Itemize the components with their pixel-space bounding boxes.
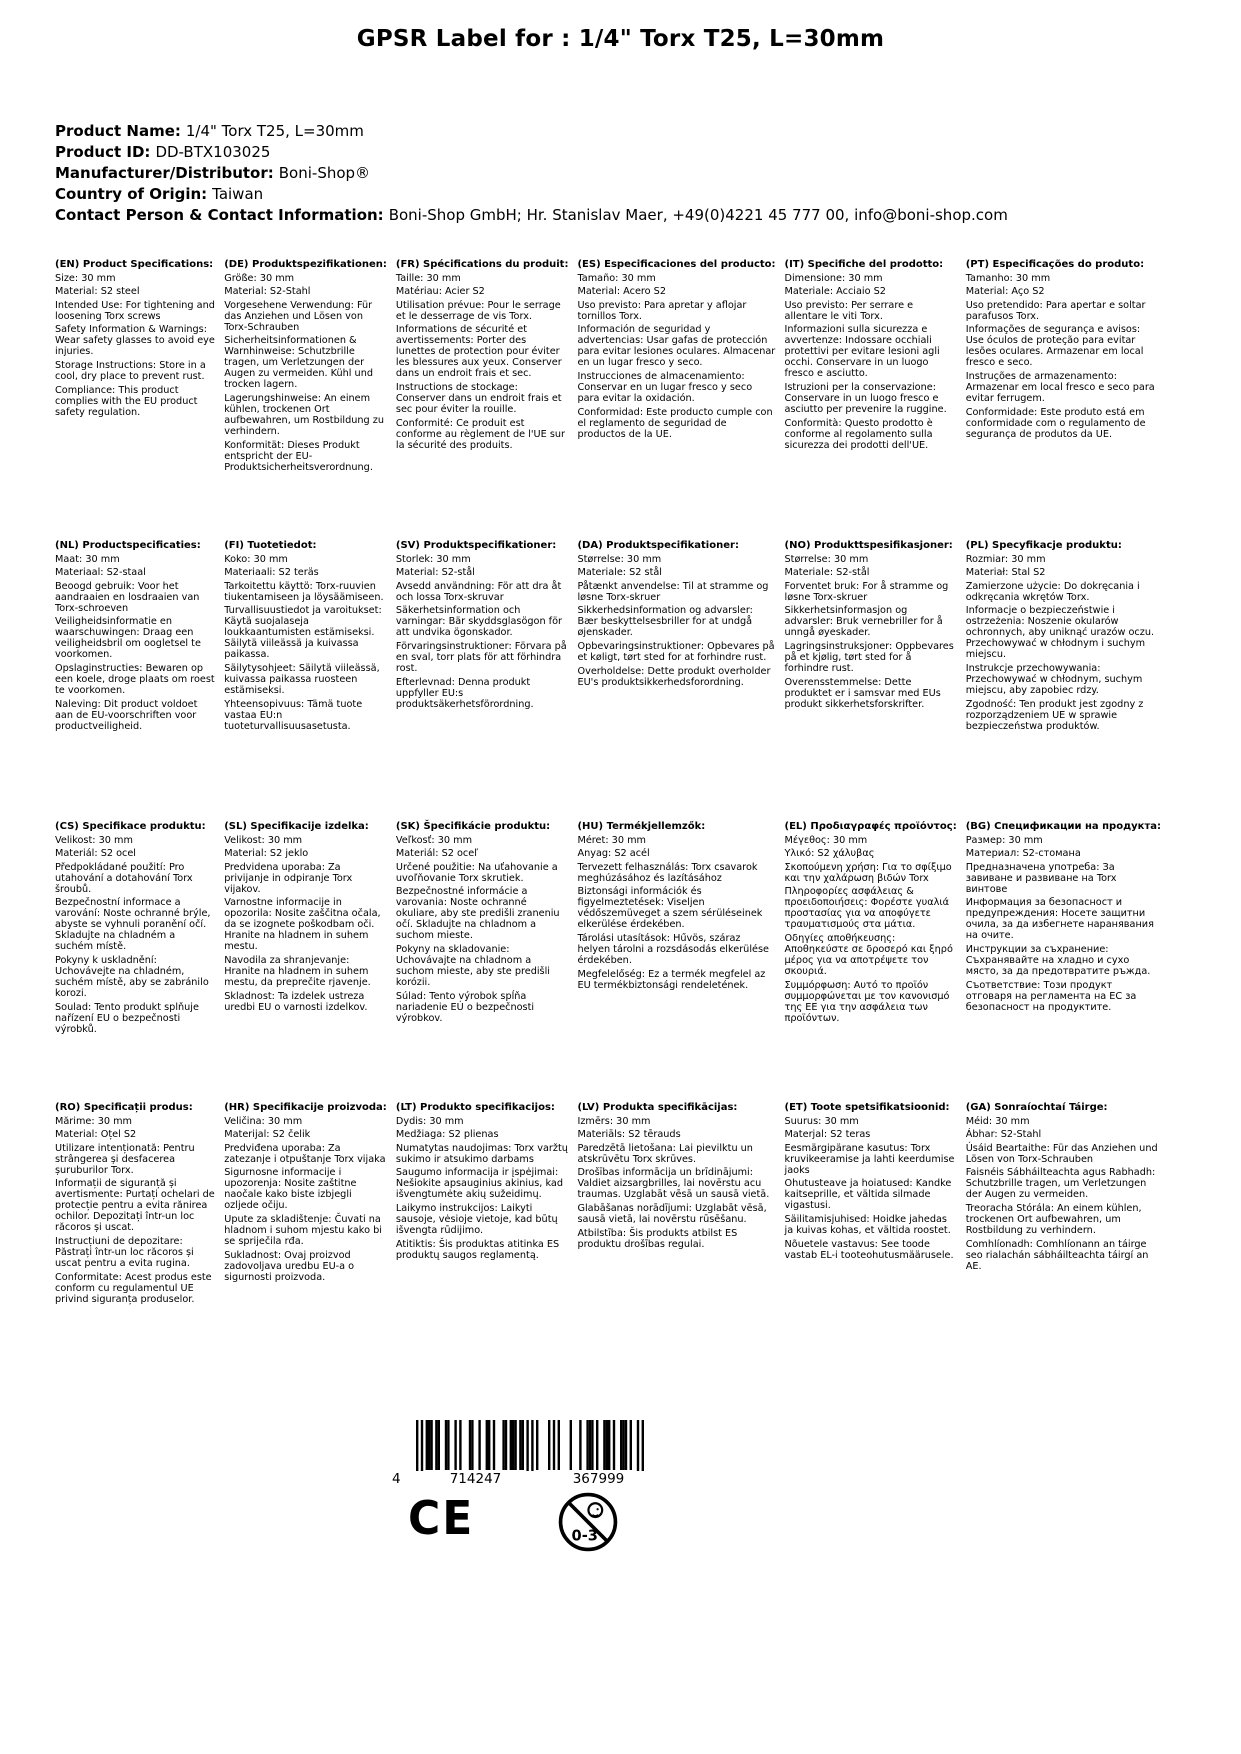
spec-block-heading: (DA) Produktspecifikationer:	[577, 540, 739, 551]
spec-paragraph: Uso pretendido: Para apertar e soltar parafusos Torx.	[965, 299, 1146, 322]
product-info-label: Manufacturer/Distributor:	[55, 164, 274, 182]
product-info-value: DD-BTX103025	[155, 143, 271, 161]
spec-block	[55, 540, 215, 821]
spec-block-heading: (PT) Especificações do produto:	[965, 259, 1145, 270]
spec-paragraph: Anyag: S2 acél	[577, 848, 650, 860]
spec-paragraph: Conformità: Questo prodotto è conforme al regolamento sulla sicurezza dei prodotti dell'UE.	[784, 417, 933, 451]
spec-paragraph: Material: Acero S2	[577, 286, 666, 298]
spec-grid	[55, 259, 1161, 1383]
spec-block	[785, 1102, 957, 1383]
spec-paragraph: Megfelelőség: Ez a termék megfelel az EU termékbiztonsági rendeletének.	[577, 968, 766, 991]
spec-paragraph: Tervezett felhasználás: Torx csavarok meghúzásához és lazításához	[577, 861, 758, 884]
spec-paragraph: Taille: 30 mm	[395, 272, 461, 284]
spec-paragraph: Opslaginstructies: Bewaren op een koele, droge plaats om roest te voorkomen.	[55, 662, 215, 696]
spec-paragraph: Bezpečnostné informácie a varovania: Noste ochranné okuliare, aby ste predišli zraneniu očí. Skladujte na chladnom a suchom mieste.	[395, 886, 560, 942]
barcode-digit-group2: 367999	[537, 1471, 660, 1487]
age-warning-label: 0-3	[571, 1527, 598, 1545]
spec-paragraph: Suurus: 30 mm	[784, 1115, 859, 1127]
product-info-value: Boni-Shop GmbH; Hr. Stanislav Maer, +49(0)4221 45 777 00, info@boni-shop.com	[388, 206, 1008, 224]
spec-block	[224, 1102, 387, 1383]
spec-paragraph: Instrucciones de almacenamiento: Conservar en un lugar fresco y seco para evitar la oxidación.	[577, 370, 753, 404]
spec-paragraph: Dimensione: 30 mm	[784, 272, 883, 284]
spec-paragraph: Avsedd användning: För att dra åt och lossa Torx-skruvar	[395, 580, 562, 603]
spec-paragraph: Säkerhetsinformation och varningar: Bär skyddsglasögon för att undvika ögonskador.	[395, 605, 562, 639]
spec-paragraph: Sikkerhedsinformation og advarsler: Bær beskyttelsesbriller for at undgå øjenskader.	[577, 605, 753, 639]
spec-paragraph: Tamanho: 30 mm	[965, 272, 1051, 284]
spec-paragraph: Material: Oțel S2	[55, 1129, 137, 1141]
spec-block-heading: (RO) Specificații produs:	[55, 1102, 193, 1113]
spec-paragraph: Utilisation prévue: Pour le serrage et le desserrage de vis Torx.	[395, 299, 561, 322]
spec-paragraph: Storage Instructions: Store in a cool, dry place to prevent rust.	[55, 359, 206, 382]
spec-paragraph: Opbevaringsinstruktioner: Opbevares på et køligt, tørt sted for at forhindre rust.	[577, 640, 775, 663]
spec-paragraph: Υλικό: S2 χάλυβας	[784, 848, 875, 860]
spec-block	[966, 821, 1161, 1102]
spec-paragraph: Instrukcje przechowywania: Przechowywać w chłodnym, suchym miejscu, aby zapobiec rdzy.	[965, 662, 1143, 696]
ce-mark-icon: CE	[408, 1492, 475, 1546]
spec-block-heading: (CS) Specifikace produktu:	[55, 821, 206, 832]
spec-block	[224, 259, 387, 540]
spec-paragraph: Størrelse: 30 mm	[577, 553, 662, 565]
spec-paragraph: Tamaño: 30 mm	[577, 272, 656, 284]
age-warning-icon	[556, 1487, 620, 1557]
spec-paragraph: Tárolási utasítások: Hűvös, száraz helyen tárolni a rozsdásodás elkerülése érdekében.	[577, 932, 769, 966]
spec-paragraph: Úsáid Beartaithe: Für das Anziehen und Lösen von Torx-Schrauben	[965, 1142, 1158, 1165]
spec-paragraph: Size: 30 mm	[55, 272, 116, 284]
spec-block-heading: (HU) Termékjellemzők:	[577, 821, 706, 832]
spec-block-heading: (SL) Specifikacije izdelka:	[224, 821, 369, 832]
spec-block-heading: (SV) Produktspecifikationer:	[395, 540, 557, 551]
spec-paragraph: Materjal: S2 teras	[784, 1129, 871, 1141]
spec-paragraph: Glabāšanas norādījumi: Uzglabāt vēsā, sausā vietā, lai novērstu rūsēšanu.	[577, 1202, 767, 1225]
spec-paragraph: Informations de sécurité et avertissements: Porter des lunettes de protection pour éviter les blessures aux yeux. Conserver dans un endroit frais et sec.	[395, 324, 562, 380]
spec-paragraph: Sicherheitsinformationen & Warnhinweise: Schutzbrille tragen, um Verletzungen der Augen zu vermeiden. Kühl und trocken lagern.	[224, 335, 373, 391]
spec-paragraph: Størrelse: 30 mm	[784, 553, 869, 565]
spec-paragraph: Informações de segurança e avisos: Use óculos de proteção para evitar lesões oculares. Armazenar em local fresco e seco.	[965, 324, 1144, 369]
spec-paragraph: Conformitate: Acest produs este conform cu regulamentul UE privind siguranța produselor.	[55, 1271, 212, 1305]
spec-paragraph: Säilitamisjuhised: Hoidke jahedas ja kuivas kohas, et vältida roostet.	[784, 1213, 951, 1236]
spec-paragraph: Istruzioni per la conservazione: Conservare in un luogo fresco e asciutto per prevenire la ruggine.	[784, 381, 947, 415]
spec-block-heading: (LT) Produkto specifikacijos:	[395, 1102, 555, 1113]
spec-paragraph: Předpokládané použití: Pro utahování a dotahování Torx šroubů.	[55, 861, 193, 895]
spec-block-heading: (IT) Specifiche del prodotto:	[784, 259, 944, 270]
spec-paragraph: Lagerungshinweise: An einem kühlen, trockenen Ort aufbewahren, um Rostbildung zu verhindern.	[224, 392, 384, 437]
spec-paragraph: Informacje o bezpieczeństwie i ostrzeżenia: Noszenie okularów ochronnych, aby uniknąć urazów oczu. Przechowywać w chłodnym i suchym miejscu.	[965, 605, 1155, 661]
spec-paragraph: Predvidena uporaba: Za privijanje in odpiranje Torx vijakov.	[224, 861, 353, 895]
spec-paragraph: Konformität: Dieses Produkt entspricht der EU-Produktsicherheitsverordnung.	[224, 439, 373, 473]
product-info-label: Product ID:	[55, 143, 151, 161]
spec-block-heading: (PL) Specyfikacje produktu:	[965, 540, 1122, 551]
spec-paragraph: Méid: 30 mm	[965, 1115, 1030, 1127]
spec-paragraph: Rozmiar: 30 mm	[965, 553, 1046, 565]
spec-paragraph: Sikkerhetsinformasjon og advarsler: Bruk vernebriller for å unngå øyeskader.	[784, 605, 943, 639]
spec-paragraph: Informații de siguranță și avertismente: Purtați ochelari de protecție pentru a evita rănirea ochilor. Depozitați într-un loc răcoros și uscat.	[55, 1178, 215, 1234]
product-info-row	[55, 163, 1008, 184]
spec-paragraph: Πληροφορίες ασφάλειας & προειδοποιήσεις: Φορέστε γυαλιά προστασίας για να αποφύγετε τραυματισμούς στα μάτια.	[784, 886, 949, 931]
spec-paragraph: Sigurnosne informacije i upozorenja: Nosite zaštitne naočale kako biste izbjegli ozljede očiju.	[224, 1167, 357, 1212]
spec-paragraph: Efterlevnad: Denna produkt uppfyller EU:s produktsäkerhetsförordning.	[395, 676, 534, 710]
spec-block-heading: (EL) Προδιαγραφές προϊόντος:	[784, 821, 957, 832]
spec-paragraph: Treoracha Stórála: An einem kühlen, trockenen Ort aufbewahren, um Rostbildung zu verhindern.	[965, 1202, 1142, 1236]
spec-paragraph: Veličina: 30 mm	[224, 1115, 303, 1127]
spec-paragraph: Instruções de armazenamento: Armazenar em local fresco e seco para evitar ferrugem.	[965, 370, 1155, 404]
spec-paragraph: Ohutusteave ja hoiatused: Kandke kaitseprille, et vältida silmade vigastusi.	[784, 1178, 952, 1212]
product-info-row	[55, 184, 1008, 205]
spec-paragraph: Biztonsági információk és figyelmeztetések: Viseljen védőszemüveget a szem sérüléseinek elkerülése érdekében.	[577, 886, 763, 931]
spec-block-heading: (ES) Especificaciones del producto:	[577, 259, 776, 270]
spec-block	[577, 1102, 775, 1383]
spec-paragraph: Méret: 30 mm	[577, 834, 646, 846]
spec-paragraph: Maat: 30 mm	[55, 553, 120, 565]
spec-block-heading: (LV) Produkta specifikācijas:	[577, 1102, 738, 1113]
spec-paragraph: Materiale: S2 stål	[577, 567, 662, 579]
spec-paragraph: Súlad: Tento výrobok spĺňa nariadenie EÚ o bezpečnosti výrobkov.	[395, 990, 535, 1024]
product-info	[55, 121, 1008, 226]
spec-block	[55, 259, 215, 540]
spec-paragraph: Safety Information & Warnings: Wear safety glasses to avoid eye injuries.	[55, 324, 215, 358]
product-info-label: Country of Origin:	[55, 185, 208, 203]
product-info-value: Boni-Shop®	[278, 164, 371, 182]
spec-paragraph: Sukladnost: Ovaj proizvod zadovoljava uredbu EU-a o sigurnosti proizvoda.	[224, 1249, 355, 1283]
spec-block-heading: (FI) Tuotetiedot:	[224, 540, 317, 551]
spec-paragraph: Predviđena uporaba: Za zatezanje i otpuštanje Torx vijaka	[224, 1142, 386, 1165]
spec-block	[785, 259, 957, 540]
spec-block-heading: (HR) Specifikacije proizvoda:	[224, 1102, 387, 1113]
spec-paragraph: Dydis: 30 mm	[395, 1115, 464, 1127]
spec-paragraph: Instrucțiuni de depozitare: Păstrați într-un loc răcoros și uscat pentru a evita rugina.	[55, 1235, 194, 1269]
spec-block	[785, 540, 957, 821]
spec-paragraph: Säilytysohjeet: Säilytä viileässä, kuivassa paikassa ruosteen estämiseksi.	[224, 662, 380, 696]
spec-paragraph: Forventet bruk: For å stramme og løsne Torx-skruer	[784, 580, 949, 603]
spec-paragraph: Pokyny na skladovanie: Uchovávajte na chladnom a suchom mieste, aby ste predišli korózii.	[395, 943, 550, 988]
spec-paragraph: Ábhar: S2-Stahl	[965, 1129, 1042, 1141]
product-info-row	[55, 205, 1008, 226]
spec-paragraph: Zgodność: Ten produkt jest zgodny z rozporządzeniem UE w sprawie bezpieczeństwa produktów.	[965, 698, 1144, 732]
spec-paragraph: Soulad: Tento produkt splňuje nařízení EU o bezpečnosti výrobků.	[55, 1001, 199, 1035]
spec-block	[396, 1102, 569, 1383]
spec-block	[396, 821, 569, 1102]
spec-block-heading: (SK) Špecifikácie produktu:	[395, 821, 551, 832]
spec-paragraph: Materiale: S2-stål	[784, 567, 870, 579]
spec-paragraph: Paredzētā lietošana: Lai pievilktu un atskrūvētu Torx skrūves.	[577, 1142, 753, 1165]
spec-block	[966, 259, 1161, 540]
spec-paragraph: Atitiktis: Šis produktas atitinka ES produktų saugos reglamentą.	[395, 1238, 560, 1261]
barcode-digit-group1: 714247	[414, 1471, 537, 1487]
page-title: GPSR Label for : 1/4" Torx T25, L=30mm	[356, 26, 885, 52]
spec-block-heading: (NL) Productspecificaties:	[55, 540, 201, 551]
spec-paragraph: Materiaal: S2-staal	[55, 567, 146, 579]
spec-paragraph: Yhteensopivuus: Tämä tuote vastaa EU:n tuoteturvallisuusasetusta.	[224, 698, 363, 732]
spec-paragraph: Mărime: 30 mm	[55, 1115, 132, 1127]
spec-paragraph: Lagringsinstruksjoner: Oppbevares på et kjølig, tørt sted for å forhindre rust.	[784, 640, 954, 674]
spec-paragraph: Beoogd gebruik: Voor het aandraaien en losdraaien van Torx-schroeven	[55, 580, 200, 614]
spec-paragraph: Navodila za shranjevanje: Hranite na hladnem in suhem mestu, da preprečite rjavenje.	[224, 954, 371, 988]
spec-paragraph: Größe: 30 mm	[224, 272, 295, 284]
spec-block	[55, 821, 215, 1102]
spec-paragraph: Velikost: 30 mm	[224, 834, 303, 846]
spec-block	[396, 259, 569, 540]
spec-paragraph: Размер: 30 mm	[965, 834, 1043, 846]
spec-paragraph: Οδηγίες αποθήκευσης: Αποθηκεύστε σε δροσερό και ξηρό μέρος για να αποτρέψετε τον σκουριά.	[784, 932, 953, 977]
spec-paragraph: Инструкции за съхранение: Съхранявайте на хладно и сухо място, за да предотвратите ръжда.	[965, 943, 1151, 977]
spec-paragraph: Material: Aço S2	[965, 286, 1045, 298]
spec-paragraph: Laikymo instrukcijos: Laikyti sausoje, vėsioje vietoje, kad būtų išvengta rūdijimo.	[395, 1202, 558, 1236]
spec-paragraph: Utilizare intenționată: Pentru strângerea și desfacerea șuruburilor Torx.	[55, 1142, 195, 1176]
spec-paragraph: Информация за безопасност и предупреждения: Носете защитни очила, за да избегнете наранявания на очите.	[965, 897, 1154, 942]
spec-paragraph: Materiál: S2 oceľ	[395, 848, 478, 860]
spec-paragraph: Overholdelse: Dette produkt overholder EU's produktsikkerhedsforordning.	[577, 665, 771, 688]
spec-paragraph: Materiale: Acciaio S2	[784, 286, 886, 298]
barcode-digits	[392, 1471, 660, 1487]
product-info-label: Product Name:	[55, 122, 181, 140]
spec-paragraph: Storlek: 30 mm	[395, 553, 471, 565]
spec-paragraph: Instructions de stockage: Conserver dans un endroit frais et sec pour éviter la rouille.	[395, 381, 562, 415]
spec-paragraph: Material: S2-Stahl	[224, 286, 311, 298]
spec-paragraph: Eesmärgipärane kasutus: Torx kruvikeeramise ja lahti keerdumise jaoks	[784, 1142, 955, 1176]
spec-paragraph: Material: S2-stål	[395, 567, 475, 579]
spec-paragraph: Предназначена употреба: За завиване и развиване на Torx винтове	[965, 861, 1117, 895]
spec-paragraph: Materijal: S2 čelik	[224, 1129, 311, 1141]
spec-block	[55, 1102, 215, 1383]
spec-paragraph: Informazioni sulla sicurezza e avvertenze: Indossare occhiali protettivi per evitare lesioni agli occhi. Conservare in un luogo fresco e asciutto.	[784, 324, 940, 380]
spec-paragraph: Συμμόρφωση: Αυτό το προϊόν συμμορφώνεται με τον κανονισμό της ΕΕ για την ασφάλεια των προϊόντων.	[784, 979, 950, 1024]
spec-block-heading: (BG) Спецификации на продукта:	[965, 821, 1161, 832]
spec-paragraph: Turvallisuustiedot ja varoitukset: Käytä suojalaseja loukkaantumisten estämiseksi. Säilytä viileässä ja kuivassa paikassa.	[224, 605, 382, 661]
spec-paragraph: Skladnost: Ta izdelek ustreza uredbi EU o varnosti izdelkov.	[224, 990, 368, 1013]
spec-paragraph: Drošības informācija un brīdinājumi: Valdiet aizsargbrilles, lai novērstu acu traumas. Uzglabāt vēsā un sausā vietā.	[577, 1167, 770, 1201]
spec-paragraph: Overensstemmelse: Dette produktet er i samsvar med EUs produkt sikkerhetsforskrifter.	[784, 676, 941, 710]
spec-paragraph: Varnostne informacije in opozorila: Nosite zaščitna očala, da se izognete poškodbam oči. Hranite na hladnem in suhem mestu.	[224, 897, 381, 953]
spec-block-heading: (FR) Spécifications du produit:	[395, 259, 569, 270]
spec-paragraph: Comhlíonadh: Comhlíonann an táirge seo rialachán sábháilteachta táirgí an AE.	[965, 1238, 1149, 1272]
spec-paragraph: Veiligheidsinformatie en waarschuwingen: Draag een veiligheidsbril om oogletsel te voorkomen.	[55, 616, 201, 661]
spec-block	[966, 540, 1161, 821]
spec-paragraph: Upute za skladištenje: Čuvati na hladnom i suhom mjestu kako bi se spriječila rđa.	[224, 1213, 382, 1247]
barcode	[392, 1420, 660, 1487]
spec-paragraph: Intended Use: For tightening and loosening Torx screws	[55, 299, 215, 322]
spec-paragraph: Förvaringsinstruktioner: Förvara på en sval, torr plats för att förhindra rost.	[395, 640, 567, 674]
spec-paragraph: Conformidade: Este produto está em conformidade com o regulamento de segurança de produtos da UE.	[965, 406, 1146, 440]
spec-paragraph: Nõuetele vastavus: See toode vastab EL-i tooteohutusmäärusele.	[784, 1238, 954, 1261]
spec-block	[577, 259, 775, 540]
spec-paragraph: Uso previsto: Per serrare e allentare le viti Torx.	[784, 299, 914, 322]
spec-paragraph: Vorgesehene Verwendung: Für das Anziehen und Lösen von Torx-Schrauben	[224, 299, 373, 333]
spec-paragraph: Materiál: S2 ocel	[55, 848, 136, 860]
spec-paragraph: Μέγεθος: 30 mm	[784, 834, 868, 846]
spec-paragraph: Veľkosť: 30 mm	[395, 834, 473, 846]
spec-paragraph: Určené použitie: Na uťahovanie a uvoľňovanie Torx skrutiek.	[395, 861, 558, 884]
spec-paragraph: Съответствие: Този продукт отговаря на регламента на ЕС за безопасност на продуктите.	[965, 979, 1137, 1013]
spec-paragraph: Matériau: Acier S2	[395, 286, 485, 298]
spec-paragraph: Materiāls: S2 tērauds	[577, 1129, 681, 1141]
spec-block	[577, 540, 775, 821]
spec-paragraph: Material: S2 steel	[55, 286, 140, 298]
spec-paragraph: Conformidad: Este producto cumple con el reglamento de seguridad de productos de la UE.	[577, 406, 773, 440]
spec-block-heading: (NO) Produkttspesifikasjoner:	[784, 540, 953, 551]
spec-block-heading: (GA) Sonraíochtaí Táirge:	[965, 1102, 1108, 1113]
spec-paragraph: Atbilstība: Šis produkts atbilst ES produktu drošības regulai.	[577, 1227, 738, 1250]
spec-paragraph: Uso previsto: Para apretar y aflojar tornillos Torx.	[577, 299, 747, 322]
product-info-row	[55, 142, 1008, 163]
product-info-row	[55, 121, 1008, 142]
product-info-value: Taiwan	[212, 185, 264, 203]
spec-block-heading: (EN) Product Specifications:	[55, 259, 214, 270]
spec-block	[577, 821, 775, 1102]
spec-block	[224, 821, 387, 1102]
product-info-label: Contact Person & Contact Information:	[55, 206, 384, 224]
spec-paragraph: Σκοπούμενη χρήση: Για το σφίξιμο και την χαλάρωση βιδών Torx	[784, 861, 952, 884]
spec-paragraph: Saugumo informacija ir įspėjimai: Nešiokite apsauginius akinius, kad išvengtumėte akių sužeidimų.	[395, 1167, 563, 1201]
spec-paragraph: Koko: 30 mm	[224, 553, 288, 565]
spec-paragraph: Numatytas naudojimas: Torx varžtų sukimo ir atsukimo darbams	[395, 1142, 568, 1165]
spec-paragraph: Материал: S2-стомана	[965, 848, 1081, 860]
spec-block	[224, 540, 387, 821]
spec-paragraph: Izmērs: 30 mm	[577, 1115, 651, 1127]
spec-paragraph: Bezpečnostní informace a varování: Noste ochranné brýle, abyste se vyhnuli poranění očí. Skladujte na chladném a suchém místě.	[55, 897, 211, 953]
spec-paragraph: Materiał: Stal S2	[965, 567, 1046, 579]
spec-block	[785, 821, 957, 1102]
spec-paragraph: Información de seguridad y advertencias: Usar gafas de protección para evitar lesiones oculares. Almacenar en un lugar fresco y seco.	[577, 324, 776, 369]
product-info-value: 1/4" Torx T25, L=30mm	[185, 122, 364, 140]
spec-paragraph: Pokyny k uskladnění: Uchovávejte na chladném, suchém místě, aby se zabránilo korozi.	[55, 954, 209, 999]
spec-block-heading: (ET) Toote spetsifikatsioonid:	[784, 1102, 950, 1113]
spec-paragraph: Faisnéis Sábháilteachta agus Rabhadh: Schutzbrille tragen, um Verletzungen der Augen zu vermeiden.	[965, 1167, 1156, 1201]
spec-paragraph: Tarkoitettu käyttö: Torx-ruuvien tiukentamiseen ja löysäämiseen.	[224, 580, 384, 603]
spec-block	[396, 540, 569, 821]
spec-paragraph: Conformité: Ce produit est conforme au règlement de l'UE sur la sécurité des produits.	[395, 417, 566, 451]
spec-paragraph: Naleving: Dit product voldoet aan de EU-voorschriften voor productveiligheid.	[55, 698, 198, 732]
spec-paragraph: Compliance: This product complies with the EU product safety regulation.	[55, 384, 198, 418]
spec-block-heading: (DE) Produktspezifikationen:	[224, 259, 387, 270]
spec-paragraph: Material: S2 jeklo	[224, 848, 309, 860]
spec-paragraph: Medžiaga: S2 plienas	[395, 1129, 499, 1141]
spec-block	[966, 1102, 1161, 1383]
spec-paragraph: Zamierzone użycie: Do dokręcania i odkręcania wkrętów Torx.	[965, 580, 1140, 603]
barcode-digit-prefix: 4	[392, 1471, 414, 1487]
spec-paragraph: Materiaali: S2 teräs	[224, 567, 319, 579]
spec-paragraph: Påtænkt anvendelse: Til at stramme og løsne Torx-skruer	[577, 580, 769, 603]
spec-paragraph: Velikost: 30 mm	[55, 834, 133, 846]
